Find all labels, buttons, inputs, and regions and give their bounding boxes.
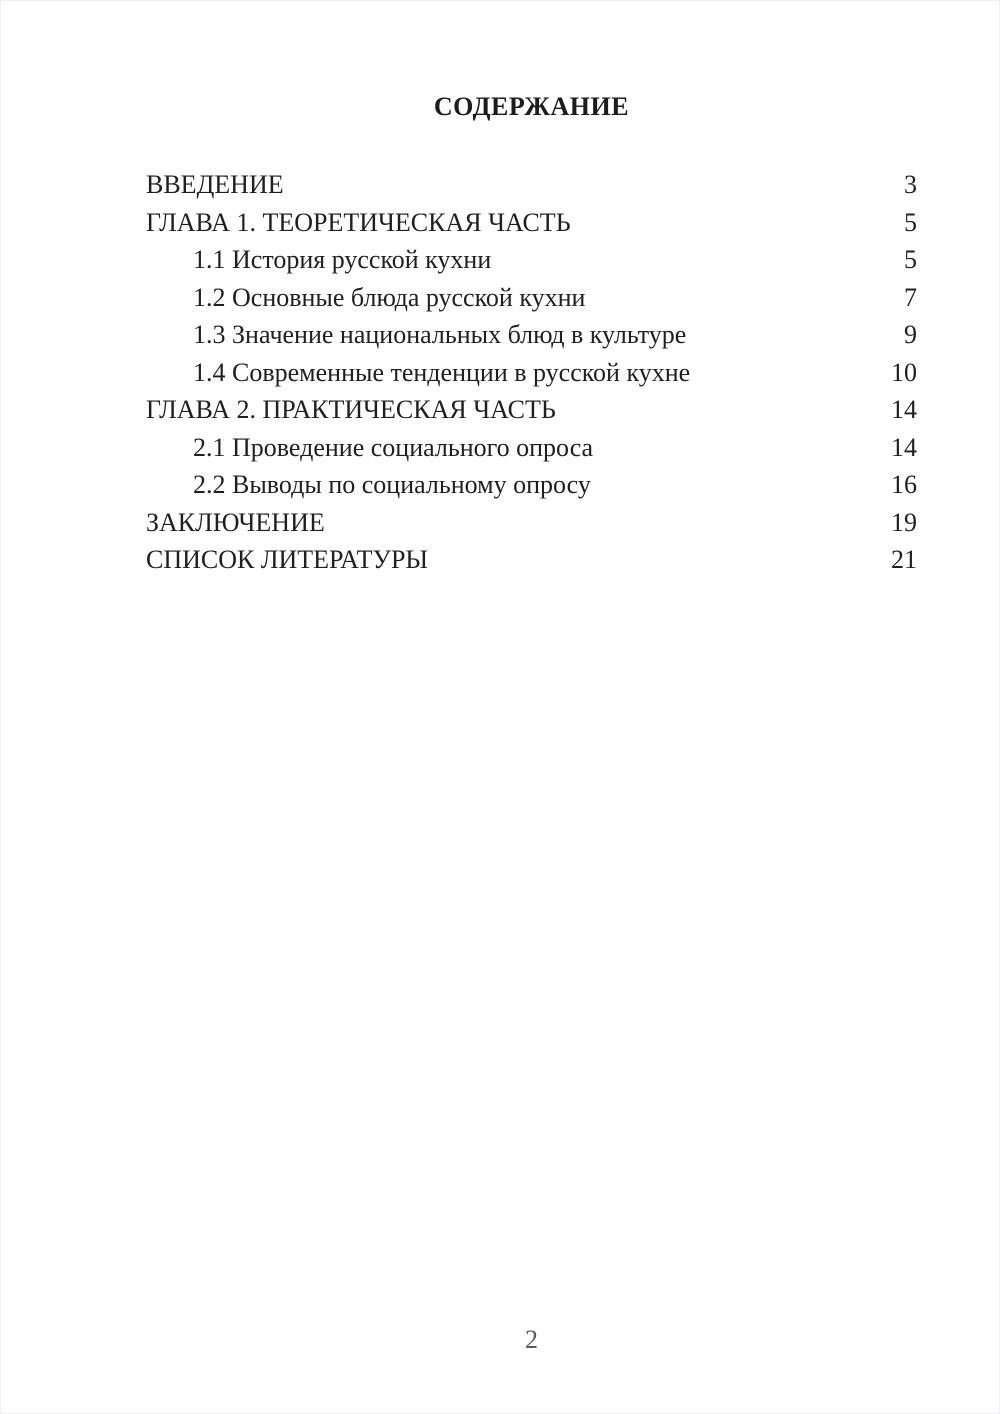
toc-entry-label: ЗАКЛЮЧЕНИЕ <box>146 507 325 537</box>
toc-entry-page: 14 <box>891 432 917 462</box>
toc-entry-label: 1.4 Современные тенденции в русской кухне <box>193 357 691 387</box>
toc-entry-label: 1.3 Значение национальных блюд в культуре <box>193 320 687 349</box>
table-of-contents <box>146 166 917 579</box>
toc-entry-page: 14 <box>891 395 917 424</box>
toc-entry <box>146 241 917 279</box>
toc-entry-page: 16 <box>891 470 917 499</box>
toc-entry <box>146 279 917 317</box>
toc-entry <box>146 391 917 429</box>
toc-entry-label: 2.1 Проведение социального опроса <box>193 432 594 462</box>
toc-entry <box>146 429 917 467</box>
toc-entry-page: 21 <box>891 545 917 574</box>
toc-entry-label: ГЛАВА 1. ТЕОРЕТИЧЕСКАЯ ЧАСТЬ <box>146 207 571 237</box>
toc-entry <box>146 354 917 392</box>
toc-entry-page: 5 <box>904 245 917 274</box>
toc-entry-label: ВВЕДЕНИЕ <box>146 170 284 199</box>
toc-entry-page: 9 <box>904 320 917 349</box>
toc-entry-label: 1.1 История русской кухни <box>193 245 492 274</box>
toc-entry-page: 5 <box>904 207 917 237</box>
toc-entry-page: 7 <box>904 282 917 312</box>
toc-entry-label: СПИСОК ЛИТЕРАТУРЫ <box>146 545 429 574</box>
toc-entry <box>146 316 917 354</box>
toc-entry-label: 1.2 Основные блюда русской кухни <box>193 282 586 312</box>
toc-entry-label: 2.2 Выводы по социальному опросу <box>193 470 591 499</box>
toc-entry <box>146 541 917 579</box>
toc-entry <box>146 504 917 542</box>
toc-entry-page: 19 <box>891 507 917 537</box>
toc-entry <box>146 166 917 204</box>
toc-entry <box>146 204 917 242</box>
toc-entry-page: 3 <box>904 170 917 199</box>
footer-page-number: 2 <box>525 1325 538 1354</box>
toc-entry <box>146 466 917 504</box>
toc-entry-label: ГЛАВА 2. ПРАКТИЧЕСКАЯ ЧАСТЬ <box>146 395 556 424</box>
contents-title: СОДЕРЖАНИЕ <box>433 92 630 121</box>
page-content <box>146 1 917 579</box>
toc-entry-page: 10 <box>891 357 917 387</box>
